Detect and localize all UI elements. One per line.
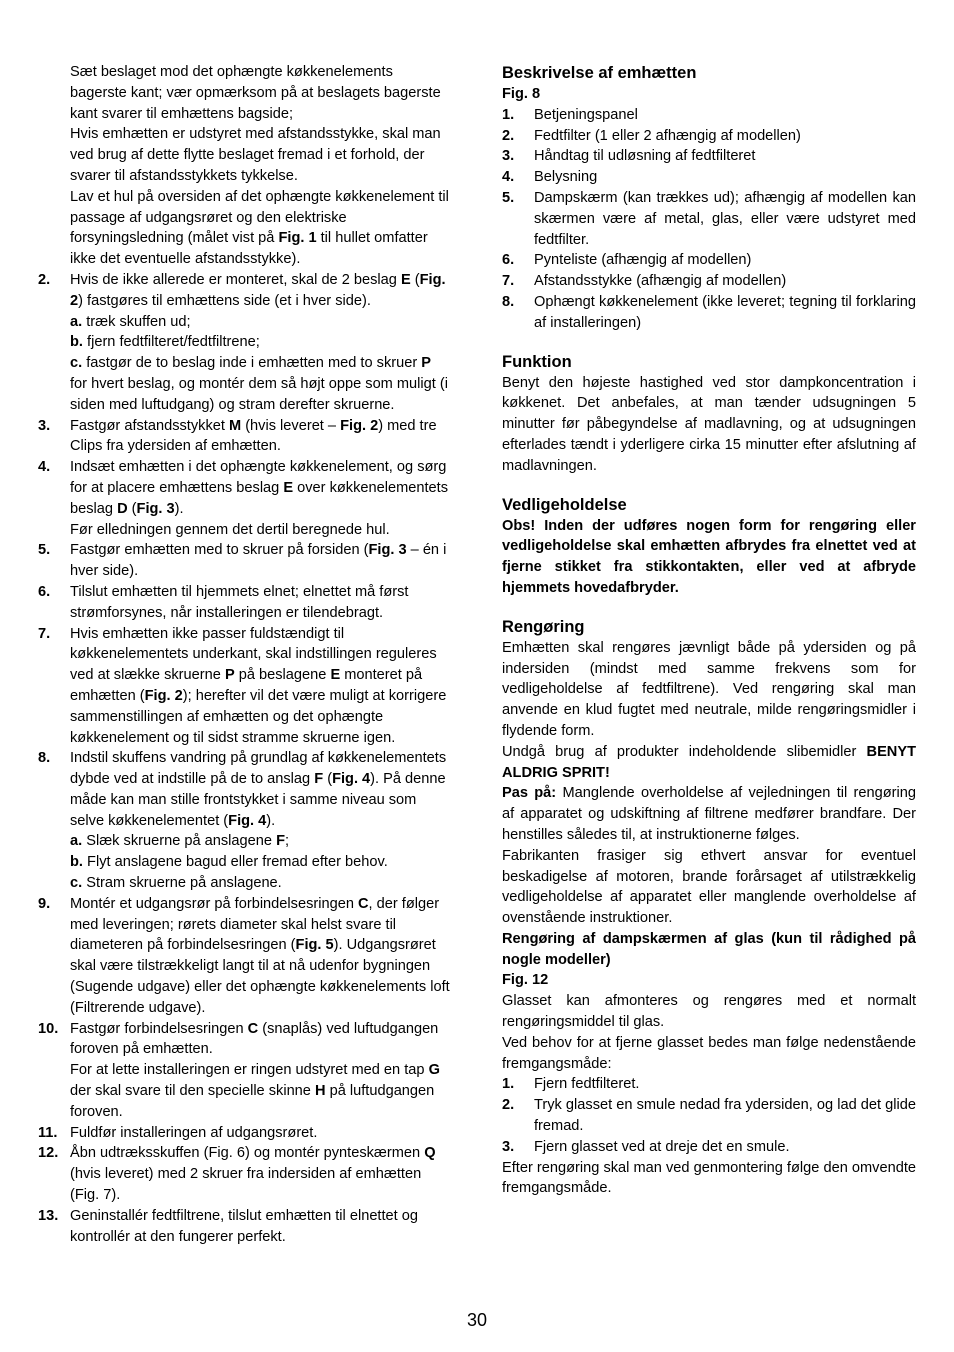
intro-paragraph: Sæt beslaget mod det ophængte køkkenelements bagerste kant; vær opmærksom på at beslagets bagerste kant svarer til emhættens bagside; [70,64,441,122]
install-step-12 [38,1143,452,1205]
install-step-5 [38,540,452,582]
step-text: Fuldfør installeringen af udgangsrøret. [70,1124,318,1141]
description-section [502,62,916,334]
glass-step [502,1137,916,1158]
component-list-item [502,250,916,271]
intro-paragraph: Hvis emhætten er udstyret med afstandsstykke, skal man ved brug af dette flytte beslaget fremad i et forhold, der svarer til afstandsstykkets tykkelse. [70,126,441,184]
step-number: 4. [38,459,51,476]
step-text: Indsæt emhætten i det ophængte køkkenelement, og sørg for at placere emhættens beslag E over køkkenelementets beslag D (Fig. 3). [70,459,449,517]
glass-step [502,1095,916,1137]
component-list-item [502,188,916,250]
right-column [502,62,916,1199]
bold-reference: C [247,1020,259,1037]
function-section [502,351,916,477]
bold-reference: P [224,667,235,684]
component-number: 4. [502,169,515,186]
install-step-2 [38,270,452,416]
bold-reference: Fig. 2 [70,271,446,309]
closing-paragraph: Efter rengøring skal man ved genmontering følge den omvendte fremgangsmåde. [502,1159,916,1197]
component-text: Pynteliste (afhængig af modellen) [534,252,752,269]
step-text: Tilslut emhætten til hjemmets elnet; elnettet må først strømforsynes, når installeringen er tilendebragt. [70,583,409,621]
step-text: Hvis de ikke allerede er monteret, skal de 2 beslag E (Fig. 2) fastgøres til emhættens side (et i hver side). [70,271,446,309]
step-text: Fjern glasset ved at dreje det en smule. [534,1138,790,1155]
maintenance-section [502,494,916,599]
step-number: 5. [38,542,51,559]
step-text: Hvis emhætten ikke passer fuldstændigt til køkkenelementets underkant, skal indstillingen reguleres ved at slække skruerne P på beslagene E monteret på emhætten (Fig. 2); herefter vil det være muligt at korrigere sammenstillingen af emhætten og det ophængte køkkenelement og til sidst stramme skruerne igen. [70,625,447,746]
step-number: 2. [502,1097,515,1114]
component-list-item [502,105,916,126]
glass-step [502,1074,916,1095]
cleaning-paragraph: Undgå brug af produkter indeholdende slibemidler BENYT ALDRIG SPRIT! [502,743,916,781]
function-text: Benyt den højeste hastighed ved stor dampkoncentration i køkkenet. Det anbefales, at man tænder udsugningen 5 minutter før påbegyndelse af madlavning, og at udsugningen efterlades tændt i yderligere cirka 15 minutter efter afslutning af madlavningen. [502,374,916,474]
step-text: Fastgør emhætten med to skruer på forsiden (Fig. 3 – én i hver side). [70,542,447,580]
bold-reference: E [400,271,411,288]
step-text: Montér et udgangsrør på forbindelsesringen C, der følger med leveringen; rørets diameter skal helst svare til diameteren på forbindelsesringen (Fig. 5). Udgangsrøret skal være tilstrækkeligt langt til at nå udenfor bygningen (Sugende udgave) eller det ophængte køkkenelements loft (Filtrerende udgave). [70,895,450,1016]
component-text: Belysning [534,169,598,186]
bold-reference: C [357,895,369,912]
figure-reference: Fig. 12 [502,972,549,989]
install-step-8 [38,748,452,894]
step-number: 1. [502,1076,515,1093]
bold-reference: H [314,1083,326,1100]
step-text: a. Slæk skruerne på anslagene F; [70,833,290,850]
component-text: Afstandsstykke (afhængig af modellen) [534,273,787,290]
bold-reference: Fig. 3 [368,542,407,559]
step-text: For at lette installeringen er ringen udstyret med en tap G der skal svare til den specielle skinne H på luftudgangen foroven. [70,1062,440,1120]
bold-reference: Q [424,1145,436,1162]
bold-reference: P [421,355,431,372]
step-number: 3. [502,1138,515,1155]
step-text: a. træk skuffen ud; [70,313,191,330]
component-number: 3. [502,148,515,165]
step-number: 9. [38,895,51,912]
function-heading: Funktion [502,352,572,371]
component-list-item [502,146,916,167]
left-column [38,62,452,1247]
step-text: Åbn udtræksskuffen (Fig. 6) og montér pynteskærmen Q (hvis leveret) med 2 skruer fra indersiden af emhætten (Fig. 7). [70,1145,436,1204]
component-number: 2. [502,127,515,144]
cleaning-paragraph: Pas på: Manglende overholdelse af vejledningen til rengøring af apparatet og udskiftning af filtrene medfører brandfare. Der henstilles således til, at instruktionerne følges. [502,785,916,843]
bold-reference: Fig. 2 [340,417,379,434]
glass-paragraph: Ved behov for at fjerne glasset bedes man følge nedenstående fremgangsmåde: [502,1034,916,1072]
step-text: Fastgør forbindelsesringen C (snaplås) ved luftudgangen foroven på emhætten. [70,1020,439,1058]
component-list-item [502,271,916,292]
step-text: b. fjern fedtfilteret/fedtfiltrene; [70,334,260,351]
intro-paragraph: Lav et hul på oversiden af det ophængte køkkenelement til passage af udgangsrøret og den elektriske forsyningsledning (målet vist på Fig. 1 til hullet omfatter ikke det eventuelle afstandsstykke). [70,188,449,268]
install-step-6 [38,582,452,624]
step-text: Geninstallér fedtfiltrene, tilslut emhætten til elnettet og kontrollér at den fungerer perfekt. [70,1207,418,1245]
step-number: 10. [38,1020,59,1037]
intro-paragraphs [38,62,452,270]
bold-reference: Fig. 4 [228,812,267,829]
bold-reference: c. [70,875,83,892]
component-list-item [502,292,916,334]
step-text: c. fastgør de to beslag inde i emhætten med to skruer P for hvert beslag, og montér dem så højt oppe som muligt (i siden med luftudgang) og stram derefter skruerne. [70,355,448,413]
step-number: 6. [38,583,51,600]
bold-reference: Fig. 3 [136,500,175,517]
bold-reference: a. [70,833,83,850]
bold-reference: b. [70,334,83,351]
bold-reference: c. [70,355,83,372]
step-text: Før elledningen gennem det dertil beregnede hul. [70,521,390,538]
maintenance-heading: Vedligeholdelse [502,495,627,514]
step-number: 13. [38,1207,59,1224]
bold-reference: Fig. 4 [332,771,371,788]
component-list-item [502,126,916,147]
component-number: 5. [502,189,515,206]
bold-reference: E [283,479,294,496]
component-number: 8. [502,293,515,310]
component-text: Dampskærm (kan trækkes ud); afhængig af modellen kan skærmen være af metal, glas, eller være udstyret med fedtfilter. [534,189,916,248]
step-number: 11. [38,1124,58,1141]
step-text: b. Flyt anslagene bagud eller fremad efter behov. [70,854,388,871]
cleaning-paragraph: Emhætten skal rengøres jævnligt både på ydersiden og på indersiden (mindst med samme frekvens som for vedligeholdelse af fedtfiltrene). Ved rengøring skal man anvende en klud fugtet med neutrale, milde rengøringsmidler i flydende form. [502,639,916,739]
figure-reference: Fig. 8 [502,86,541,102]
component-number: 7. [502,273,515,290]
installation-steps [38,270,452,1247]
bold-reference: Fig. 2 [144,687,183,704]
bold-reference: Pas på: [502,785,557,802]
component-text: Ophængt køkkenelement (ikke leveret; tegning til forklaring af installeringen) [534,293,916,331]
component-list-item [502,167,916,188]
bold-reference: M [228,417,242,434]
install-step-9 [38,894,452,1019]
bold-reference: G [428,1062,440,1079]
component-text: Fedtfilter (1 eller 2 afhængig af modellen) [534,127,801,144]
safety-warning: Obs! Inden der udføres nogen form for rengøring eller vedligeholdelse skal emhætten afbrydes fra elnettet ved at fjerne stikket fra stikkontakten, eller ved at afbryde hjemmets hovedafbryder. [502,517,916,596]
install-step-11 [38,1123,452,1144]
page-number: 30 [466,1310,488,1330]
step-text: Fjern fedtfilteret. [534,1076,640,1093]
component-number: 6. [502,252,515,269]
bold-reference: F [276,833,285,850]
step-number: 8. [38,750,51,767]
step-number: 12. [38,1145,59,1162]
component-text: Betjeningspanel [534,106,638,123]
glass-cleaning-heading: Rengøring af dampskærmen af glas (kun til rådighed på nogle modeller) [502,930,916,968]
step-number: 3. [38,417,51,434]
step-number: 2. [38,271,51,288]
bold-reference: F [314,771,324,788]
description-heading: Beskrivelse af emhætten [502,64,697,82]
glass-paragraph: Glasset kan afmonteres og rengøres med et normalt rengøringsmiddel til glas. [502,993,916,1031]
install-step-4 [38,457,452,540]
cleaning-heading: Rengøring [502,617,585,636]
bold-reference: b. [70,854,83,871]
install-step-10 [38,1019,452,1123]
bold-reference: Fig. 5 [295,937,334,954]
bold-reference: Fig. 1 [278,230,317,247]
step-text: Tryk glasset en smule nedad fra ydersiden, og lad det glide fremad. [534,1097,916,1135]
step-text: Fastgør afstandsstykket M (hvis leveret – Fig. 2) med tre Clips fra ydersiden af emhætten. [70,417,437,455]
step-text: c. Stram skruerne på anslagene. [70,875,282,892]
cleaning-paragraph: Fabrikanten frasiger sig ethvert ansvar for eventuel beskadigelse af motoren, brande forårsaget af utilstrækkelig vedligeholdelse af apparatet eller manglende overholdelse af ovenstående instruktioner. [502,847,916,927]
install-step-3 [38,416,452,458]
bold-reference: a. [70,313,83,330]
bold-reference: BENYT ALDRIG SPRIT! [502,743,916,781]
step-text: Indstil skuffens vandring på grundlag af køkkenelementets dybde ved at indstille på de to anslag F (Fig. 4). På denne måde kan man stille frontstykket i samme niveau som selve køkkenelementet (Fig. 4). [70,750,447,829]
step-number: 7. [38,625,51,642]
install-step-7 [38,624,452,749]
install-step-13 [38,1206,452,1248]
component-text: Håndtag til udløsning af fedtfilteret [534,148,756,165]
bold-reference: E [330,667,341,684]
bold-reference: D [117,500,128,517]
cleaning-section [502,616,916,1200]
component-number: 1. [502,106,515,123]
